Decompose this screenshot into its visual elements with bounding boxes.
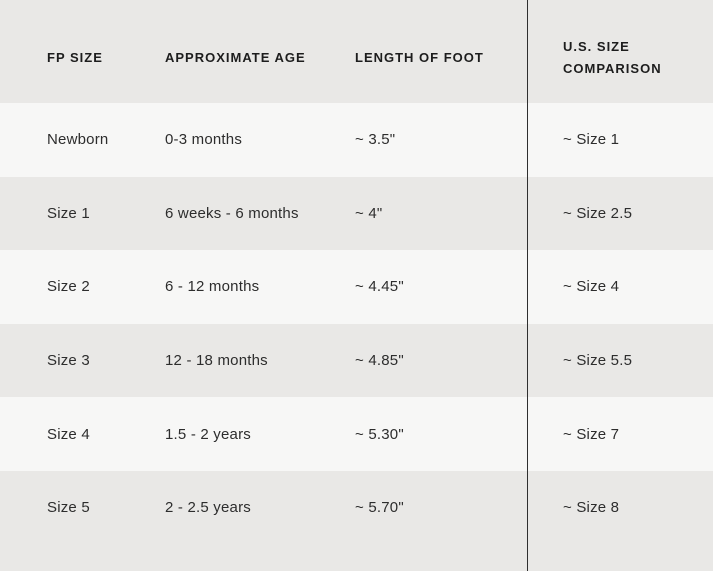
cell-us-size-comparison: ~ Size 5.5	[563, 352, 633, 370]
cell-fp-size: Size 5	[47, 499, 90, 517]
cell-fp-size: Size 1	[47, 204, 90, 222]
table-row	[0, 177, 713, 251]
cell-us-size-comparison: ~ Size 4	[563, 278, 620, 296]
table-row	[0, 397, 713, 471]
column-header-fp-size: FP SIZE	[47, 50, 103, 65]
column-header-us-size-comparison: U.S. SIZE COMPARISON	[563, 39, 662, 76]
cell-us-size-comparison: ~ Size 8	[563, 499, 620, 517]
table-body	[0, 103, 713, 545]
cell-length-of-foot: ~ 3.5"	[355, 131, 396, 149]
table-header-row	[0, 0, 713, 103]
cell-length-of-foot: ~ 4.45"	[355, 278, 404, 296]
cell-approximate-age: 1.5 - 2 years	[165, 425, 251, 443]
cell-fp-size: Size 4	[47, 425, 90, 443]
cell-approximate-age: 6 weeks - 6 months	[165, 204, 299, 222]
cell-length-of-foot: ~ 5.30"	[355, 425, 404, 443]
table-row	[0, 471, 713, 545]
cell-fp-size: Newborn	[47, 131, 109, 149]
table-row	[0, 250, 713, 324]
table-row	[0, 324, 713, 398]
cell-length-of-foot: ~ 4"	[355, 204, 383, 222]
cell-approximate-age: 6 - 12 months	[165, 278, 260, 296]
cell-us-size-comparison: ~ Size 1	[563, 131, 620, 149]
cell-fp-size: Size 3	[47, 352, 90, 370]
column-header-approximate-age: APPROXIMATE AGE	[165, 50, 306, 65]
cell-us-size-comparison: ~ Size 2.5	[563, 204, 633, 222]
cell-length-of-foot: ~ 4.85"	[355, 352, 404, 370]
table-row	[0, 103, 713, 177]
cell-length-of-foot: ~ 5.70"	[355, 499, 404, 517]
cell-approximate-age: 12 - 18 months	[165, 352, 268, 370]
cell-fp-size: Size 2	[47, 278, 90, 296]
cell-us-size-comparison: ~ Size 7	[563, 425, 620, 443]
cell-approximate-age: 0-3 months	[165, 131, 243, 149]
column-divider-line	[527, 0, 528, 571]
cell-approximate-age: 2 - 2.5 years	[165, 499, 251, 517]
column-header-length-of-foot: LENGTH OF FOOT	[355, 50, 484, 65]
